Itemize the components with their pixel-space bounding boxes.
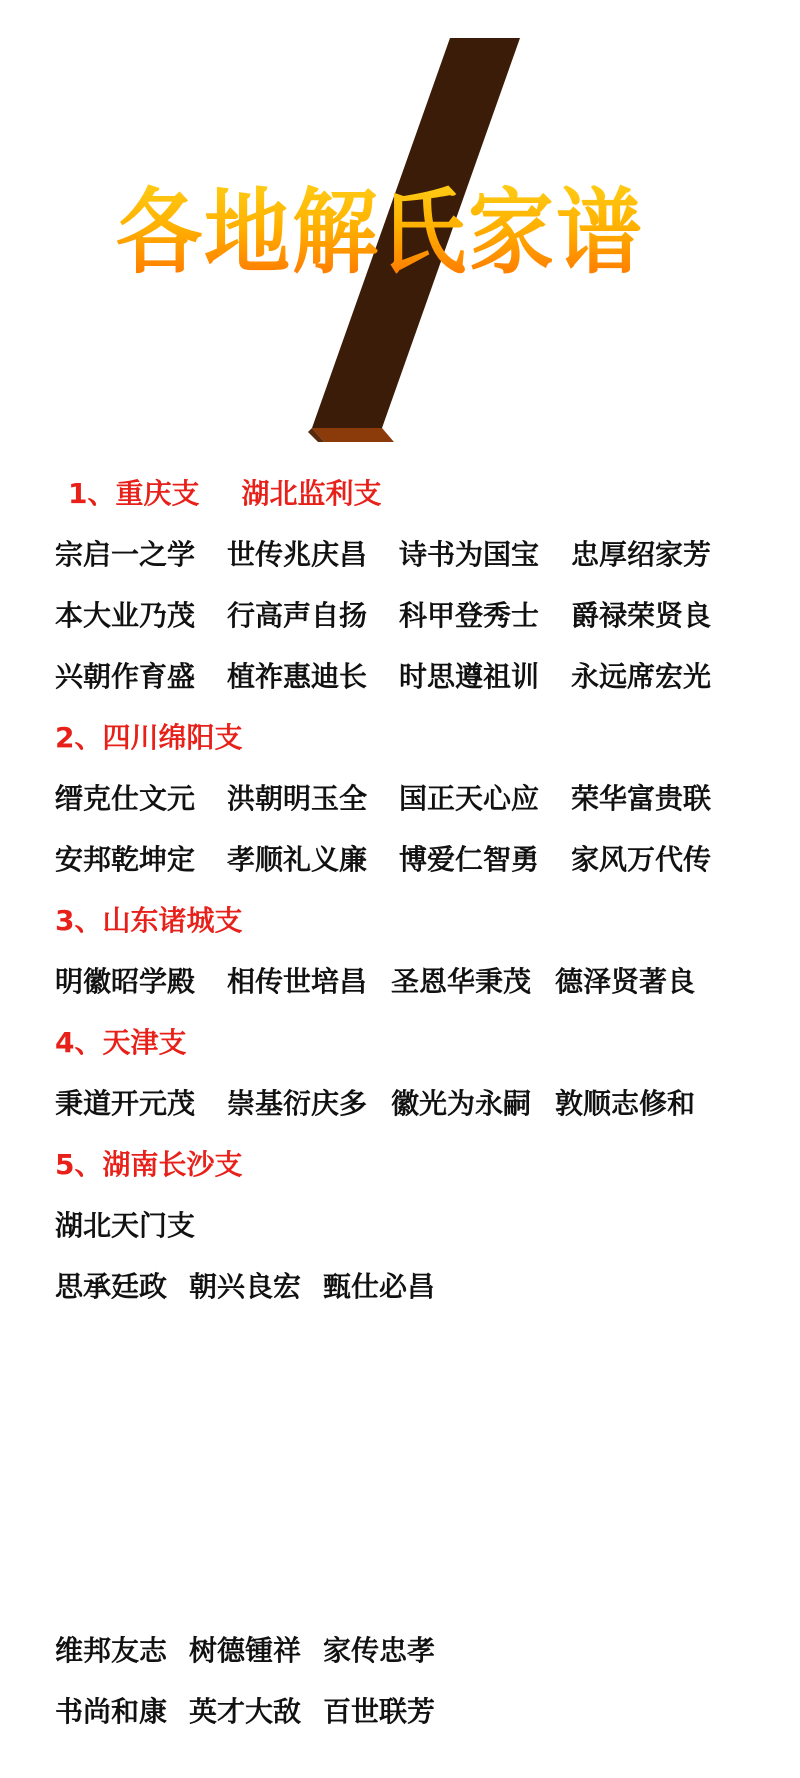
verse-cell: 书尚和康	[55, 1695, 168, 1728]
verse-cell: 宗启一之学	[55, 538, 196, 571]
verse-cell: 博爱仁智勇	[399, 843, 540, 876]
verse-cell: 家风万代传	[571, 843, 712, 876]
subheading-hubei-tianmen: 湖北天门支	[55, 1209, 196, 1242]
verse-cell: 国正天心应	[399, 782, 540, 815]
section-heading-tianjin: 4、天津支	[55, 1026, 187, 1059]
verse-row	[55, 840, 711, 880]
verse-row	[55, 962, 695, 1002]
verse-cell: 明徽昭学殿	[55, 965, 196, 998]
verse-cell: 本大业乃茂	[55, 599, 196, 632]
verse-row	[55, 1267, 435, 1307]
verse-row	[55, 1692, 435, 1732]
verse-cell: 世传兆庆昌	[227, 538, 368, 571]
verse-cell: 永远席宏光	[571, 660, 712, 693]
section-heading-sichuan-mianyang: 2、四川绵阳支	[55, 721, 243, 754]
verse-row	[55, 535, 711, 575]
verse-row	[55, 596, 711, 636]
verse-cell: 德泽贤著良	[555, 965, 696, 998]
verse-cell: 英才大敌	[189, 1695, 302, 1728]
verse-cell: 徽光为永嗣	[391, 1087, 532, 1120]
section-heading-hunan-changsha: 5、湖南长沙支	[55, 1148, 243, 1181]
heading-chongqing-branch: 1、重庆支	[68, 477, 200, 510]
verse-cell: 秉道开元茂	[55, 1087, 196, 1120]
verse-cell: 爵禄荣贤良	[571, 599, 712, 632]
verse-cell: 洪朝明玉全	[227, 782, 368, 815]
verse-row	[55, 657, 711, 697]
verse-cell: 缙克仕文元	[55, 782, 196, 815]
heading-hubei-jianli-branch: 湖北监利支	[241, 477, 382, 510]
verse-cell: 树德锺祥	[189, 1634, 302, 1667]
page-title: 各地解氏家谱	[0, 174, 760, 293]
verse-cell: 圣恩华秉茂	[391, 965, 532, 998]
verse-cell: 百世联芳	[323, 1695, 436, 1728]
verse-cell: 维邦友志	[55, 1634, 168, 1667]
verse-row	[55, 1631, 435, 1671]
verse-cell: 诗书为国宝	[399, 538, 540, 571]
verse-cell: 相传世培昌	[227, 965, 368, 998]
verse-cell: 忠厚绍家芳	[571, 538, 712, 571]
verse-cell: 甄仕必昌	[323, 1270, 436, 1303]
verse-cell: 荣华富贵联	[571, 782, 712, 815]
verse-cell: 家传忠孝	[323, 1634, 436, 1667]
verse-cell: 兴朝作育盛	[55, 660, 196, 693]
verse-cell: 时思遵祖训	[399, 660, 540, 693]
verse-cell: 科甲登秀士	[399, 599, 540, 632]
verse-cell: 孝顺礼义廉	[227, 843, 368, 876]
verse-cell: 朝兴良宏	[189, 1270, 302, 1303]
verse-row	[55, 779, 711, 819]
verse-cell: 崇基衍庆多	[227, 1087, 368, 1120]
verse-cell: 行高声自扬	[227, 599, 368, 632]
verse-cell: 植祚惠迪长	[227, 660, 368, 693]
section-heading-shandong-zhucheng: 3、山东诸城支	[55, 904, 243, 937]
section-heading-chongqing	[68, 474, 382, 514]
verse-cell: 敦顺志修和	[555, 1087, 696, 1120]
verse-cell: 思承廷政	[55, 1270, 168, 1303]
verse-cell: 安邦乾坤定	[55, 843, 196, 876]
title-banner	[0, 0, 800, 470]
verse-row	[55, 1084, 695, 1124]
